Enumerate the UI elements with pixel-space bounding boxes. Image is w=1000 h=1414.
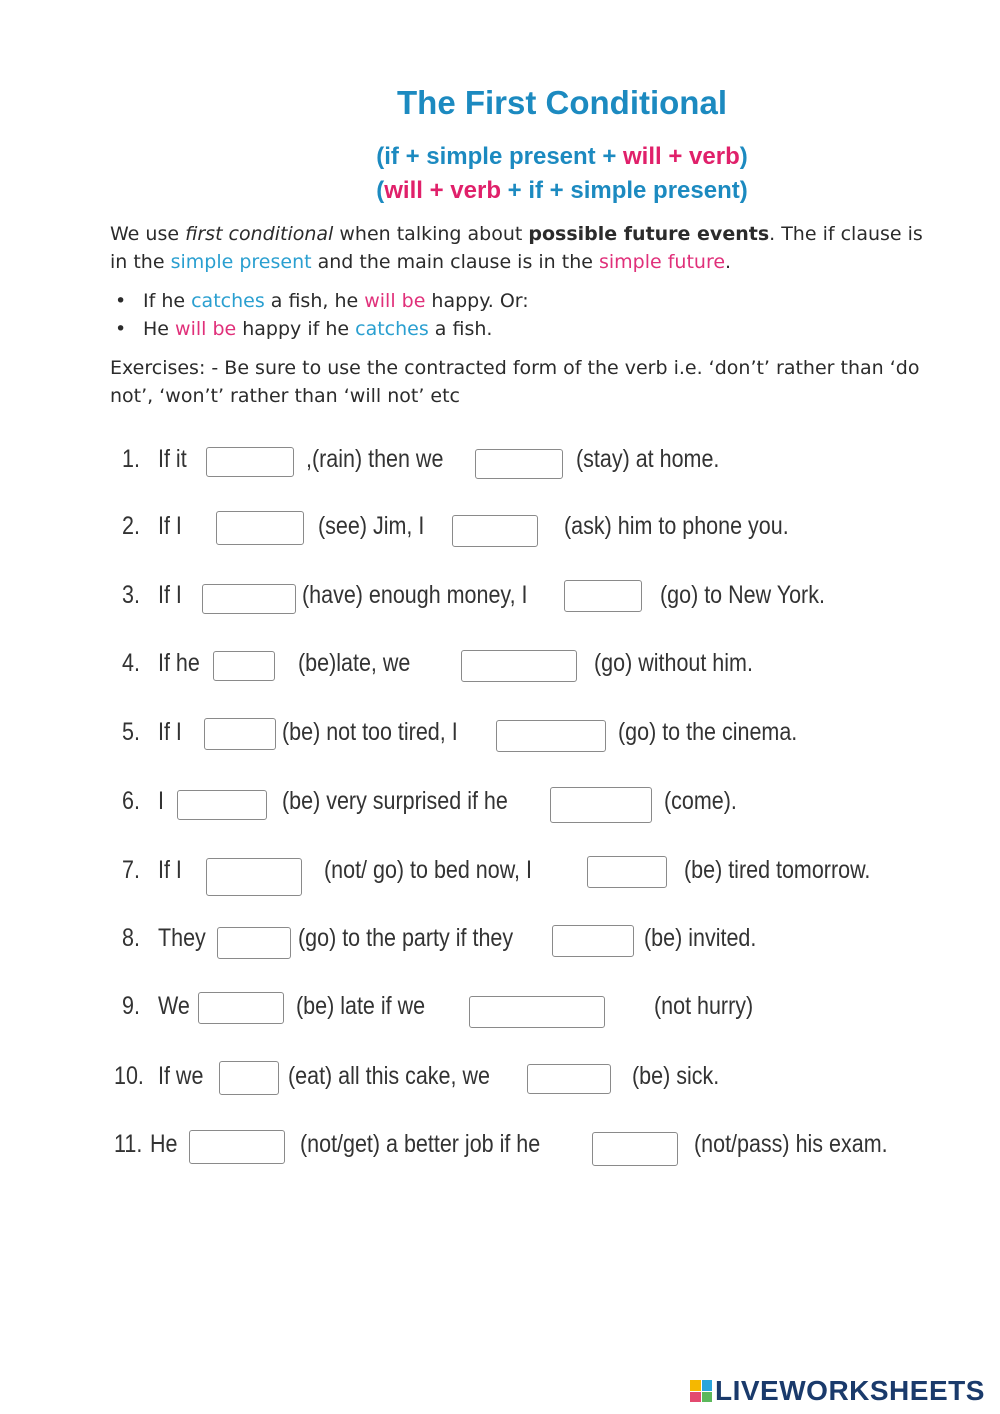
- exercise-text: (have) enough money, I: [302, 581, 528, 609]
- answer-input-11b[interactable]: [592, 1132, 678, 1166]
- exercise-text: ,(rain) then we: [306, 445, 444, 473]
- answer-input-6a[interactable]: [177, 790, 267, 820]
- page-title: The First Conditional: [397, 84, 727, 121]
- exercise-number: 5.: [122, 718, 140, 746]
- answer-input-10b[interactable]: [527, 1064, 611, 1094]
- exercise-text: (be) sick.: [632, 1062, 720, 1090]
- exercise-text: If we: [158, 1062, 204, 1090]
- exercise-text: (be) late if we: [296, 992, 426, 1020]
- exercise-text: (be) not too tired, I: [282, 718, 458, 746]
- exercise-text: (ask) him to phone you.: [564, 512, 789, 540]
- answer-input-6b[interactable]: [550, 787, 652, 823]
- liveworksheets-logo: [690, 1375, 985, 1407]
- example-item: • He will be happy if he catches a fish.: [115, 315, 529, 343]
- exercise-text: (go) to New York.: [660, 581, 825, 609]
- exercise-text: I: [158, 787, 164, 815]
- exercise-text: (see) Jim, I: [318, 512, 425, 540]
- answer-input-8b[interactable]: [552, 925, 634, 957]
- logo-grid-icon: [690, 1380, 712, 1402]
- exercise-text: (go) to the party if they: [298, 924, 514, 952]
- exercise-text: If I: [158, 512, 182, 540]
- answer-input-10a[interactable]: [219, 1061, 279, 1095]
- answer-input-11a[interactable]: [189, 1130, 285, 1164]
- exercise-text: (be) very surprised if he: [282, 787, 508, 815]
- answer-input-7a[interactable]: [206, 858, 302, 896]
- exercise-text: (not/pass) his exam.: [694, 1130, 888, 1158]
- answer-input-7b[interactable]: [587, 856, 667, 888]
- exercise-instructions: Exercises: - Be sure to use the contracted form of the verb i.e. ‘don’t’ rather than ‘do not’, ‘won’t’ rather than ‘will not’ etc: [110, 357, 920, 407]
- exercise-number: 2.: [122, 512, 140, 540]
- intro-paragraph: We use first conditional when talking about possible future events. The if clause is in the simple present and the main clause is in the simple future.: [110, 223, 923, 273]
- answer-input-5b[interactable]: [496, 720, 606, 752]
- exercise-text: (not hurry): [654, 992, 754, 1020]
- answer-input-1a[interactable]: [206, 447, 294, 477]
- answer-input-4b[interactable]: [461, 650, 577, 682]
- example-item: • If he catches a fish, he will be happy. Or:: [115, 287, 529, 315]
- answer-input-3b[interactable]: [564, 580, 642, 612]
- exercise-text: If he: [158, 649, 200, 677]
- exercise-text: They: [158, 924, 206, 952]
- exercise-number: 9.: [122, 992, 140, 1020]
- exercise-text: (not/get) a better job if he: [300, 1130, 541, 1158]
- exercise-text: If I: [158, 581, 182, 609]
- exercise-number: 7.: [122, 856, 140, 884]
- example-list: [115, 287, 529, 343]
- exercise-text: (go) to the cinema.: [618, 718, 798, 746]
- exercise-text: (be)late, we: [298, 649, 411, 677]
- exercise-text: If I: [158, 856, 182, 884]
- exercise-text: (come).: [664, 787, 737, 815]
- logo-text: LIVEWORKSHEETS: [715, 1375, 985, 1406]
- exercise-text: (not/ go) to bed now, I: [324, 856, 532, 884]
- exercise-number: 4.: [122, 649, 140, 677]
- answer-input-4a[interactable]: [213, 651, 275, 681]
- exercise-text: If it: [158, 445, 187, 473]
- answer-input-2a[interactable]: [216, 511, 304, 545]
- exercise-number: 6.: [122, 787, 140, 815]
- exercise-text: We: [158, 992, 190, 1020]
- exercise-text: (stay) at home.: [576, 445, 720, 473]
- answer-input-9b[interactable]: [469, 996, 605, 1028]
- exercise-text: (go) without him.: [594, 649, 753, 677]
- exercise-number: 1.: [122, 445, 140, 473]
- formula-line-1: (if + simple present + will + verb): [376, 143, 748, 170]
- exercise-number: 10.: [114, 1062, 144, 1090]
- exercise-number: 8.: [122, 924, 140, 952]
- exercise-text: (be) invited.: [644, 924, 757, 952]
- answer-input-8a[interactable]: [217, 927, 291, 959]
- answer-input-5a[interactable]: [204, 718, 276, 750]
- exercise-number: 11.: [114, 1130, 143, 1158]
- exercise-text: (eat) all this cake, we: [288, 1062, 490, 1090]
- answer-input-3a[interactable]: [202, 584, 296, 614]
- answer-input-9a[interactable]: [198, 992, 284, 1024]
- answer-input-2b[interactable]: [452, 515, 538, 547]
- answer-input-1b[interactable]: [475, 449, 563, 479]
- exercise-text: (be) tired tomorrow.: [684, 856, 871, 884]
- exercise-text: He: [150, 1130, 178, 1158]
- formula-line-2: (will + verb + if + simple present): [376, 177, 748, 204]
- exercise-text: If I: [158, 718, 182, 746]
- exercise-number: 3.: [122, 581, 140, 609]
